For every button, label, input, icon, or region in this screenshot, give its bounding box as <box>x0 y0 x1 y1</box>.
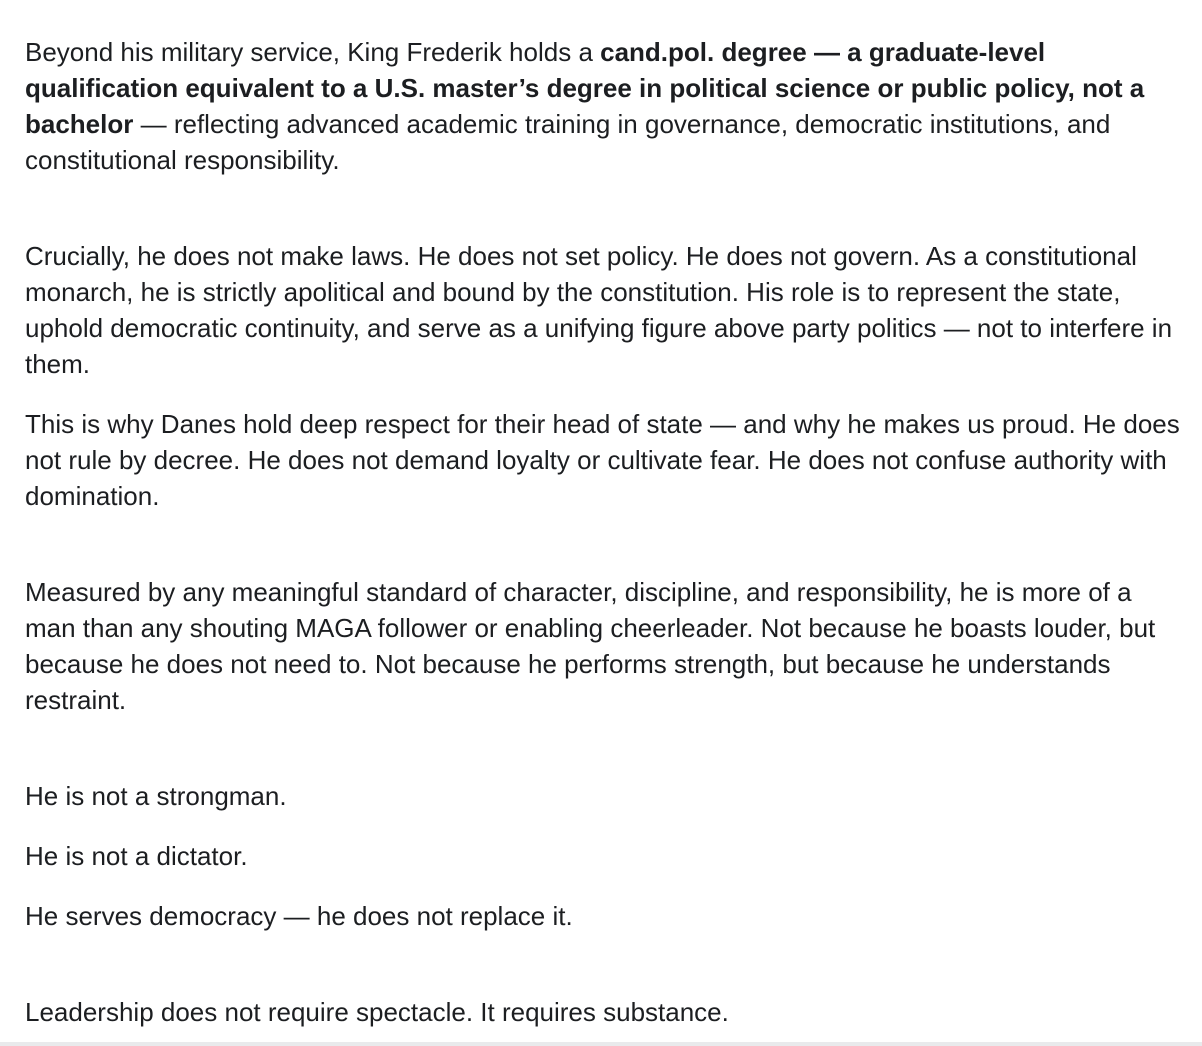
degree-emphasis: cand.pol. degree — a graduate-level qualification equivalent to a U.S. master’s degree in political science or public policy, not a bachelor <box>25 37 1145 139</box>
paragraph-leadership: Leadership does not require spectacle. It requires substance. <box>25 997 729 1027</box>
paragraph-education <box>25 34 1185 178</box>
paragraph-constitutional-role: Crucially, he does not make laws. He does not set policy. He does not govern. As a constitutional monarch, he is strictly apolitical and bound by the constitution. His role is to represent the state, uphold democratic continuity, and serve as a unifying figure above party politics — not to interfere in them. <box>25 241 1173 379</box>
paragraph-not-dictator: He is not a dictator. <box>25 841 248 871</box>
paragraph-respect: This is why Danes hold deep respect for their head of state — and why he makes us proud. He does not rule by decree. He does not demand loyalty or cultivate fear. He does not confuse authority with domination. <box>25 409 1180 511</box>
paragraph-education-rest: — reflecting advanced academic training in governance, democratic institutions, and constitutional responsibility. <box>25 109 1111 175</box>
paragraph-education-intro: Beyond his military service, King Frederik holds a <box>25 37 601 67</box>
post-body <box>25 34 1185 1030</box>
paragraph-serves-democracy: He serves democracy — he does not replace it. <box>25 901 573 931</box>
paragraph-not-strongman: He is not a strongman. <box>25 781 287 811</box>
paragraph-character: Measured by any meaningful standard of character, discipline, and responsibility, he is more of a man than any shouting MAGA follower or enabling cheerleader. Not because he boasts louder, but because he does not need to. Not because he performs strength, but because he understands restraint. <box>25 577 1156 715</box>
bottom-edge-divider <box>0 1042 1202 1046</box>
